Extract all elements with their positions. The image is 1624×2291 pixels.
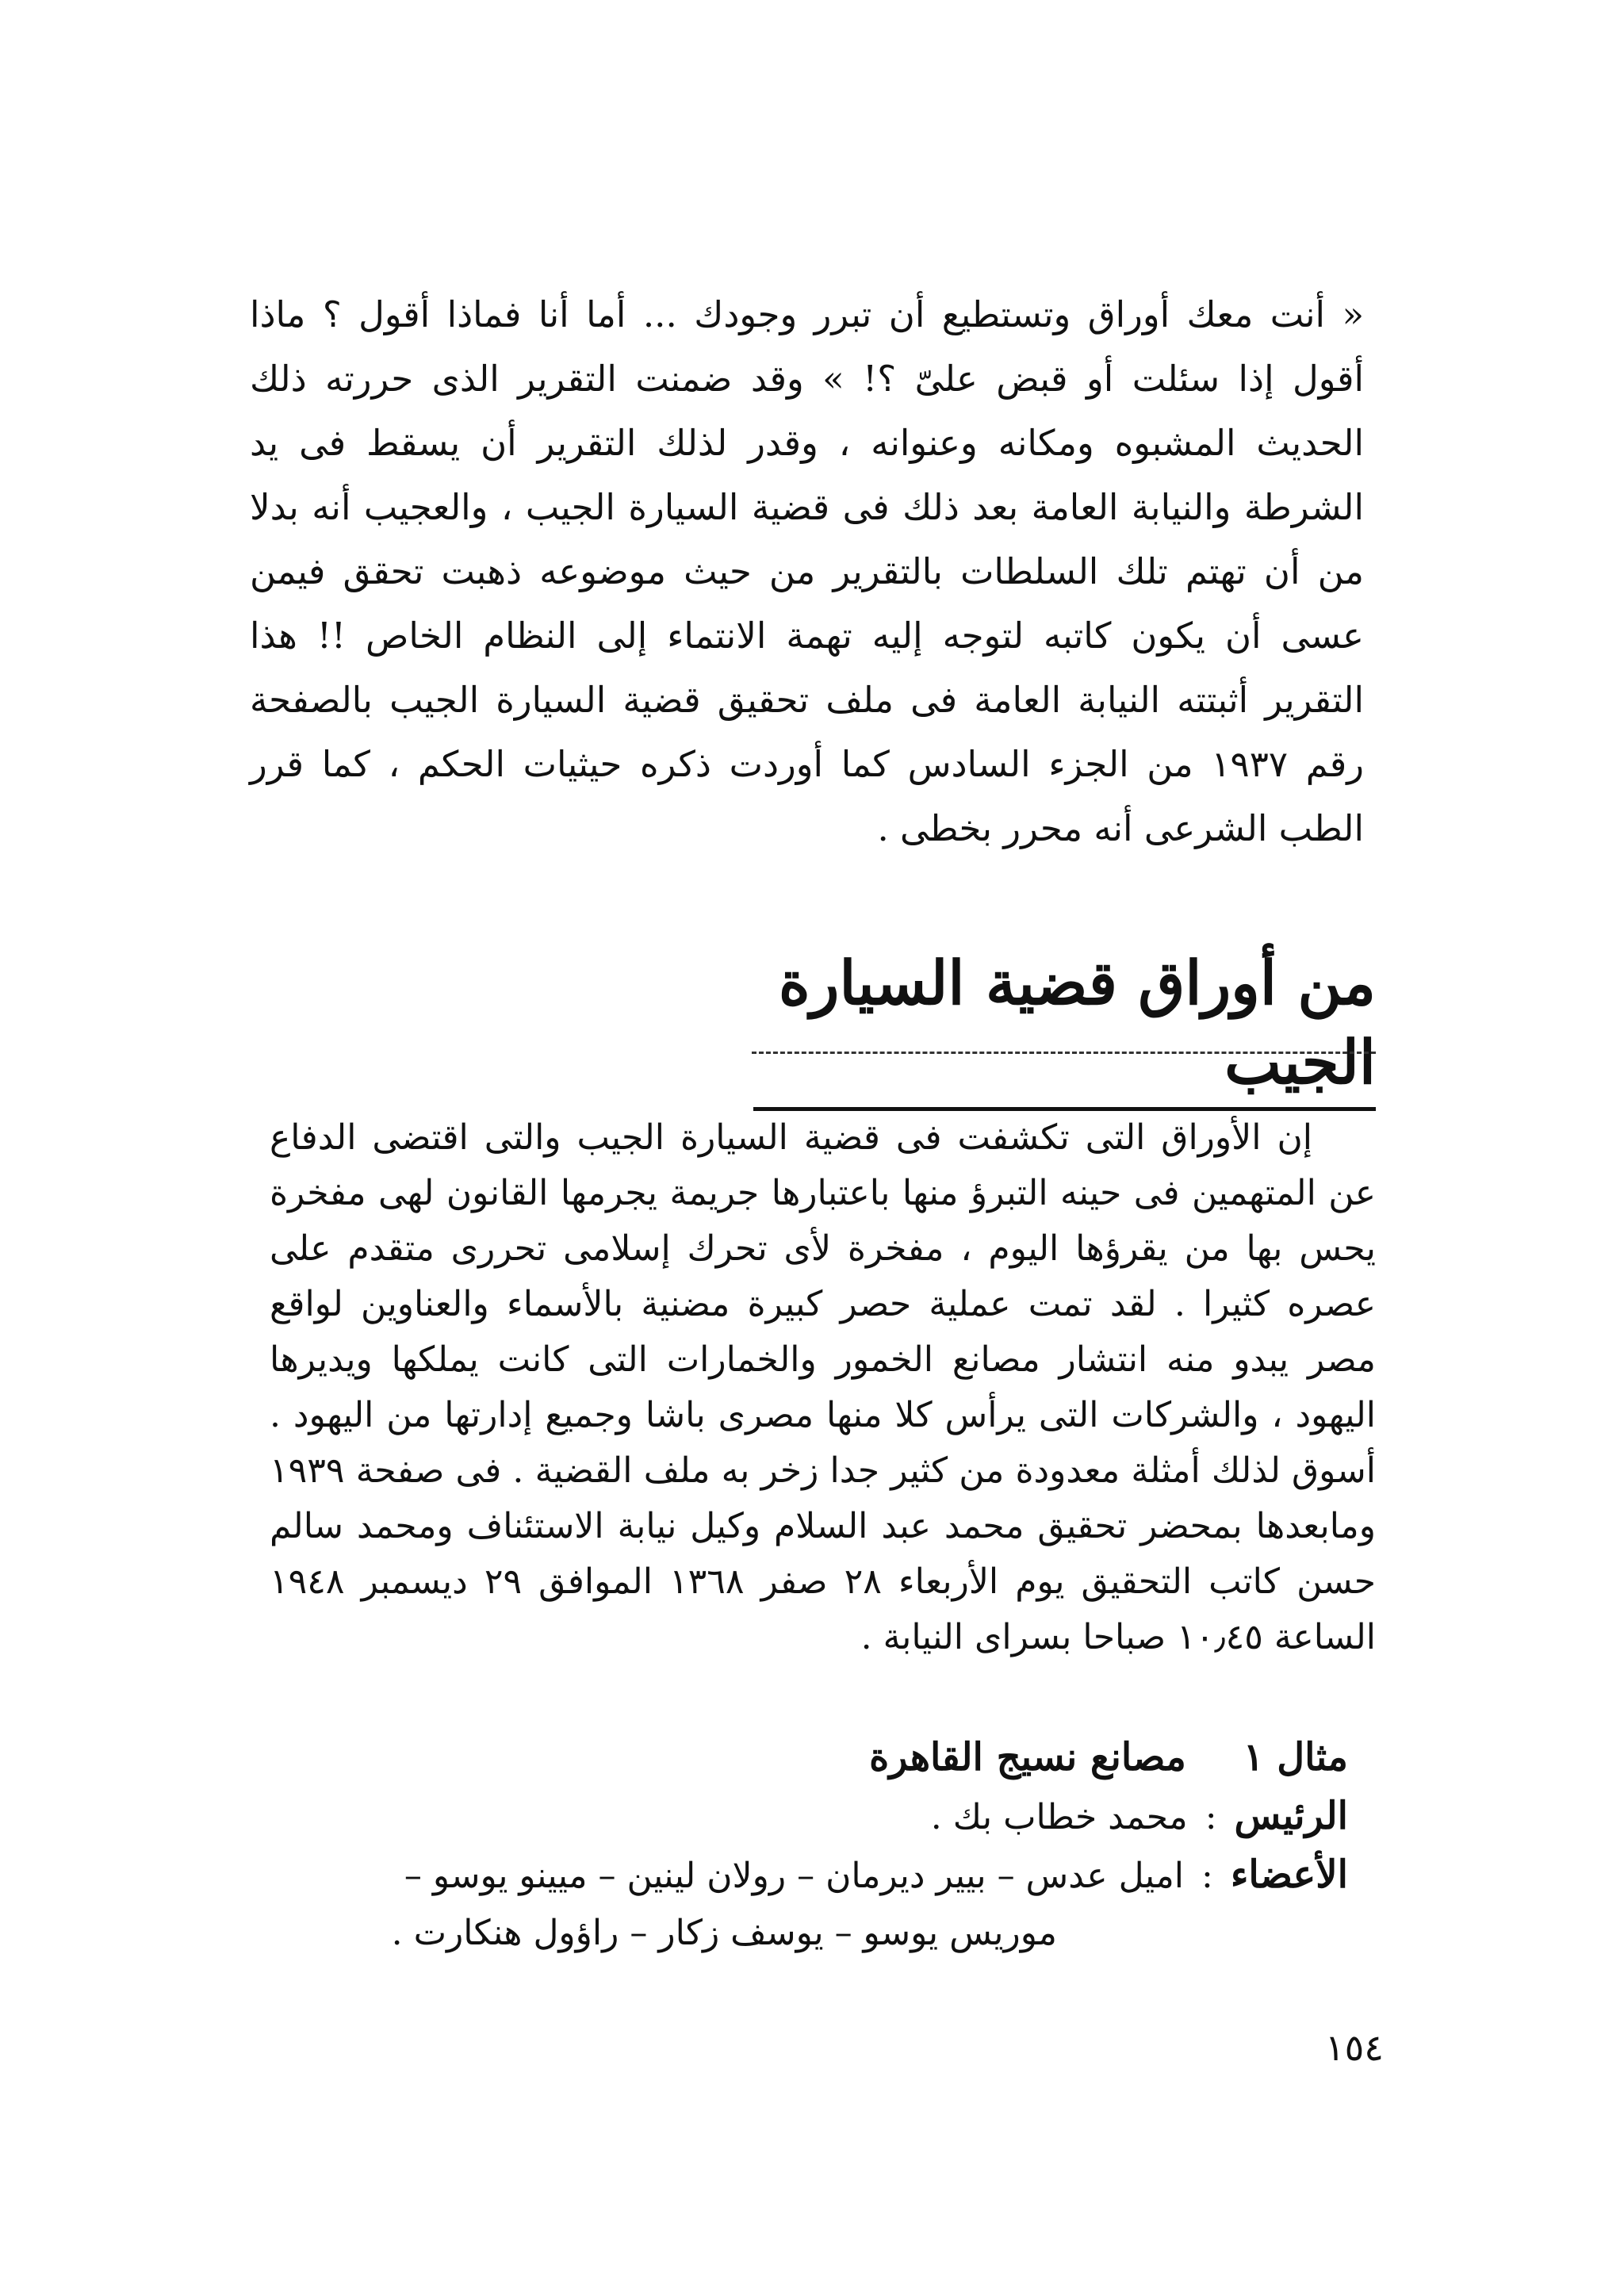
page-number: ١٥٤ — [1324, 2026, 1384, 2069]
members-list-line-1: اميل عدس – بيير ديرمان – رولان لينين – ميينو يوسو – — [404, 1856, 1184, 1896]
company-board-example — [238, 1729, 1348, 1962]
members-colon: : — [1201, 1856, 1213, 1896]
chairman-name: محمد خطاب بك . — [930, 1797, 1188, 1837]
section-heading: من أوراق قضية السيارة الجيب — [753, 944, 1376, 1111]
chairman-label: الرئيس — [1234, 1794, 1348, 1838]
example-title-row — [238, 1729, 1348, 1787]
body-paragraph-section — [270, 1110, 1376, 1665]
body-paragraph-top: « أنت معك أوراق وتستطيع أن تبرر وجودك ... أما أنا فماذا أقول ؟ ماذا أقول إذا سئلت أو قبض علىّ ؟! » وقد ضمنت التقرير الذى حررته ذلك الحديث المشبوه ومكانه وعنوانه ، وقدر لذلك التقرير أن يسقط فى يد الشرطة والنيابة العامة بعد ذلك فى قضية السيارة الجيب ، والعجيب أنه بدلا من أن تهتم تلك السلطات بالتقرير من حيث موضوعه ذهبت تحقق فيمن عسى أن يكون كاتبه لتوجه إليه تهمة الانتماء إلى النظام الخاص !! هذا التقرير أثبتته النيابة العامة فى ملف تحقيق قضية السيارة الجيب بالصفحة رقم ١٩٣٧ من الجزء السادس كما أوردت ذكره حيثيات الحكم ، كما قرر الطب الشرعى أنه محرر بخطى . — [250, 293, 1364, 849]
chairman-colon: : — [1205, 1797, 1217, 1837]
members-row — [238, 1846, 1348, 1962]
example-company-name: مصانع نسيج القاهرة — [869, 1735, 1186, 1780]
members-list-line-2: موريس يوسو – يوسف زكار – راؤول هنكارت . — [391, 1913, 1057, 1953]
body-paragraph-section-text: إن الأوراق التى تكشفت فى قضية السيارة الجيب والتى اقتضى الدفاع عن المتهمين فى حينه التبرؤ منها باعتبارها جريمة يجرمها القانون لهى مفخرة يحس بها من يقرؤها اليوم ، مفخرة لأى تحرك إسلامى تحررى متقدم على عصره كثيرا . لقد تمت عملية حصر كبيرة مضنية بالأسماء والعناوين لواقع مصر يبدو منه انتشار مصانع الخمور والخمارات التى كانت يملكها ويديرها اليهود ، والشركات التى يرأس كلا منها مصرى باشا وجميع إدارتها من اليهود . أسوق لذلك أمثلة معدودة من كثير جدا زخر به ملف القضية . فى صفحة ١٩٣٩ ومابعدها بمحضر تحقيق محمد عبد السلام وكيل نيابة الاستئناف ومحمد سالم حسن كاتب التحقيق يوم الأربعاء ٢٨ صفر ١٣٦٨ الموافق ٢٩ ديسمبر ١٩٤٨ الساعة ١٠٫٤٥ صباحا بسراى النيابة . — [270, 1117, 1377, 1657]
heading-divider — [752, 1052, 1376, 1054]
members-label: الأعضاء — [1230, 1852, 1348, 1897]
chairman-row — [238, 1787, 1348, 1846]
example-label: مثال ١ — [1243, 1735, 1348, 1780]
